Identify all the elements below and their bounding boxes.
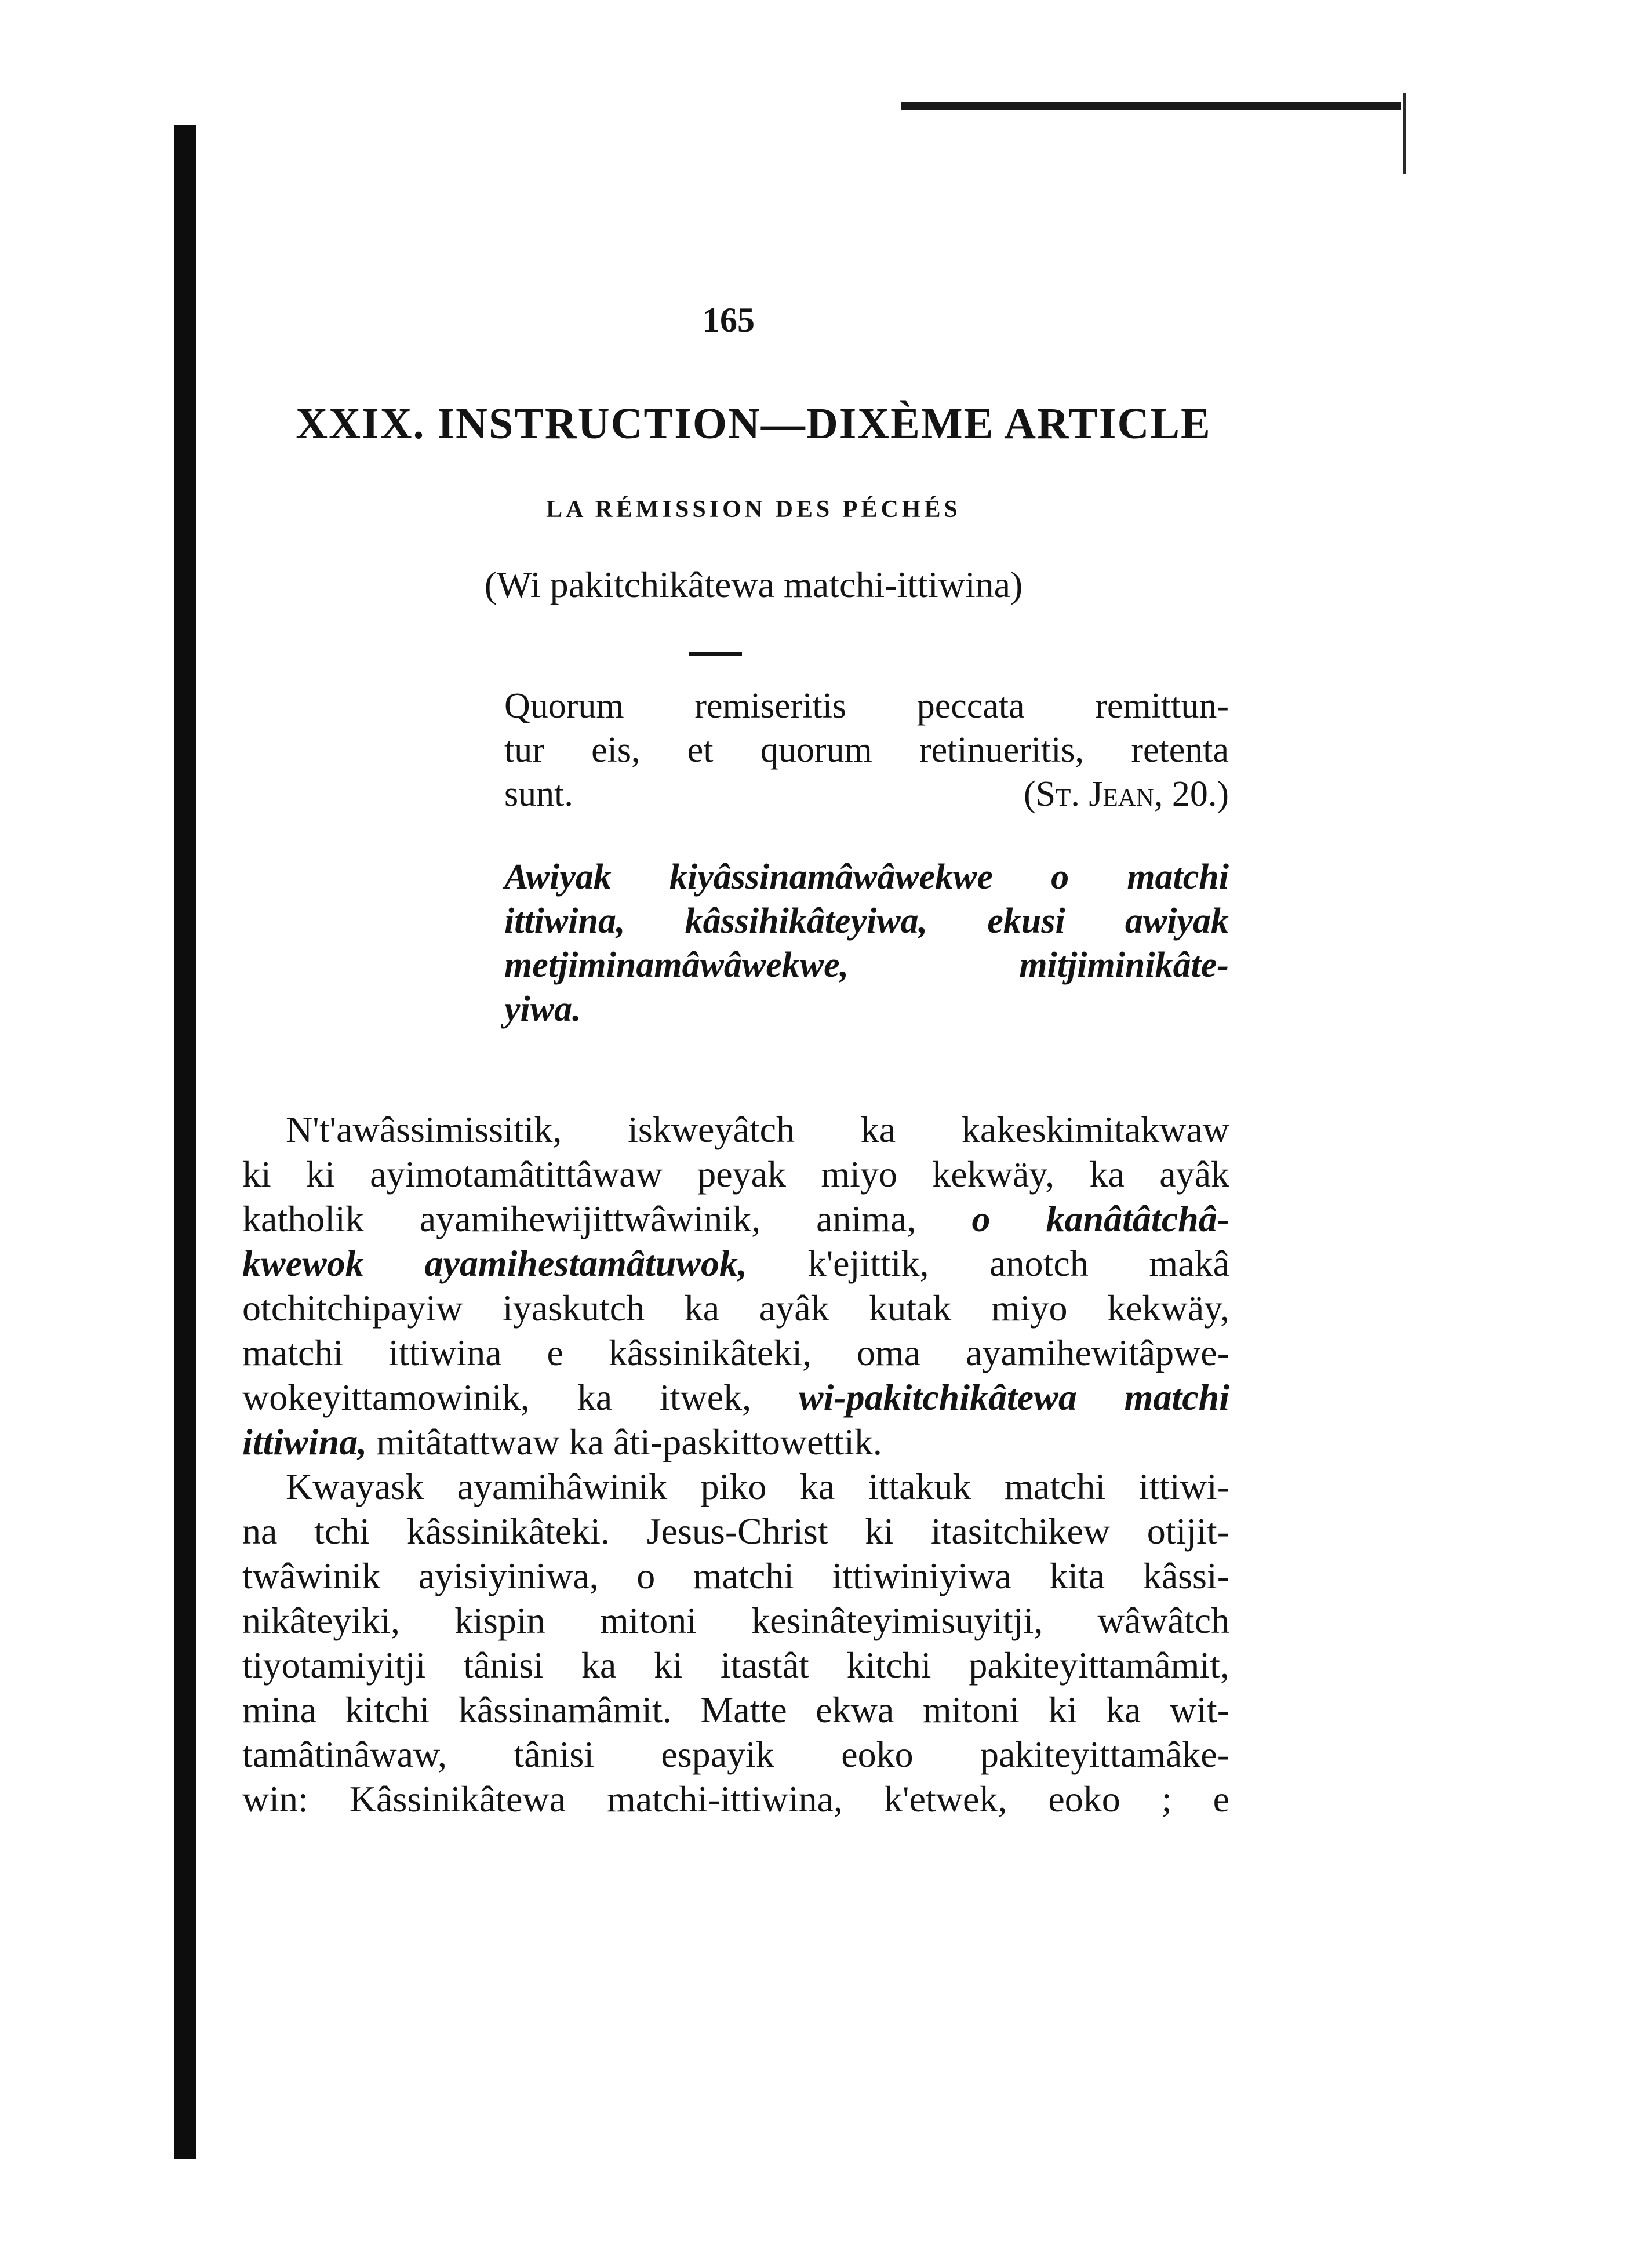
separator-dash: [689, 652, 742, 656]
epigraph-last-line: [504, 772, 1229, 816]
body-line-text: ki ki ayimotamâtittâwaw peyak miyo kekwäy, ka ayâk: [242, 1154, 1229, 1195]
scan-margin-bar: [174, 125, 196, 2159]
body-line: na tchi kâssinikâteki. Jesus-Christ ki itasitchikew otijit-: [242, 1511, 1229, 1552]
cree-epigraph-line: Awiyak kiyâssinamâwâwekwe o matchi: [504, 857, 1229, 897]
epigraph-line: Quorum remiseritis peccata remittun-: [504, 686, 1229, 726]
cree-subtitle: (Wi pakitchikâtewa matchi-ittiwina): [484, 564, 1023, 605]
body-line-text: wokeyittamowinik, ka itwek,: [242, 1377, 799, 1418]
italic-phrase: kwewok ayamihestamâtuwok,: [242, 1243, 747, 1284]
paragraph-2: [242, 1464, 1229, 1821]
body-line: Kwayask ayamihâwinik piko ka ittakuk matchi ittiwi-: [286, 1466, 1229, 1507]
body-line: [242, 1375, 1229, 1420]
body-line-text: k'ejittik, anotch makâ: [747, 1243, 1229, 1284]
body-line: nikâteyiki, kispin mitoni kesinâteyimisuyitji, wâwâtch: [242, 1600, 1229, 1641]
cree-epigraph-line: metjiminamâwâwekwe, mitjiminikâte-: [504, 945, 1229, 985]
epigraph-line: sunt.: [504, 774, 573, 814]
cree-epigraph-line: ittiwina, kâssihikâteyiwa, ekusi awiyak: [504, 901, 1229, 941]
body-line: mina kitchi kâssinamâmit. Matte ekwa mitoni ki ka wit-: [242, 1689, 1229, 1730]
body-line-text: katholik ayamihewijittwâwinik, anima,: [242, 1198, 972, 1239]
body-line: win: Kâssinikâtewa matchi-ittiwina, k'etwek, eoko ; e: [242, 1778, 1229, 1820]
body-line-text: otchitchipayiw iyaskutch ka ayâk kutak miyo kekwäy,: [242, 1287, 1229, 1329]
cree-epigraph-line: yiwa.: [504, 989, 581, 1029]
epigraph-line: tur eis, et quorum retinueritis, retenta: [504, 730, 1229, 770]
body-line: twâwinik ayisiyiniwa, o matchi ittiwiniyiwa kita kâssi-: [242, 1555, 1229, 1596]
body-line: [242, 1152, 1229, 1196]
paragraph-1: [242, 1107, 1229, 1464]
italic-phrase: o kanâtâtchâ-: [971, 1198, 1230, 1239]
chapter-heading: XXIX. INSTRUCTION—DIXÈME ARTICLE: [296, 399, 1211, 448]
scan-edge-bar: [901, 102, 1401, 110]
section-subheading: LA RÉMISSION DES PÉCHÉS: [546, 496, 961, 523]
body-line: [242, 1241, 1229, 1286]
scan-edge-tick: [1403, 93, 1406, 174]
body-line-text: N't'awâssimissitik, iskweyâtch ka kakeskimitakwaw: [286, 1109, 1229, 1150]
italic-phrase: ittiwina,: [242, 1421, 367, 1462]
body-text: [242, 1107, 1229, 1821]
body-line-text: matchi ittiwina e kâssinikâteki, oma ayamihewitâpwe-: [242, 1332, 1229, 1373]
body-line: [242, 1107, 1229, 1152]
body-line: tiyotamiyitji tânisi ka ki itastât kitchi pakiteyittamâmit,: [242, 1644, 1229, 1686]
italic-phrase: wi-pakitchikâtewa matchi: [798, 1377, 1229, 1418]
cree-epigraph: [504, 855, 1229, 1031]
body-line: [242, 1286, 1229, 1330]
epigraph-source: (St. Jean, 20.): [1023, 774, 1229, 814]
body-line: tamâtinâwaw, tânisi espayik eoko pakiteyittamâke-: [242, 1734, 1229, 1775]
latin-epigraph: [504, 684, 1229, 816]
page-number: 165: [703, 301, 755, 339]
body-line-text: mitâtattwaw ka âti-paskittowettik.: [367, 1421, 882, 1462]
body-line: [242, 1420, 1229, 1464]
body-line: [242, 1196, 1229, 1241]
body-line: [242, 1330, 1229, 1375]
